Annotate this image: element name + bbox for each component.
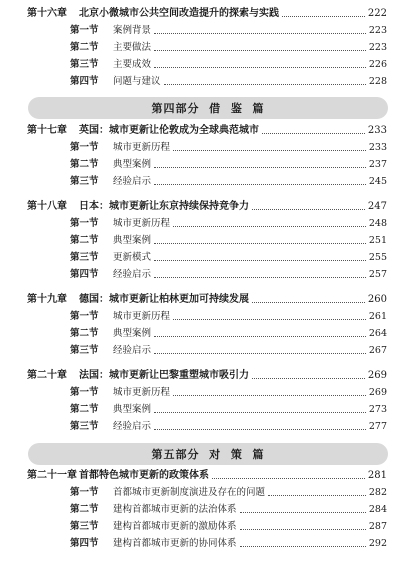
section-title: 建构首都城市更新的法治体系 (113, 504, 237, 515)
chapter-entry[interactable] (0, 5, 410, 22)
section-title: 典型案例 (113, 404, 152, 415)
section-entry[interactable] (0, 418, 410, 435)
section-number: 第一节 (70, 25, 99, 36)
section-number: 第二节 (70, 328, 99, 339)
dot-leader (154, 429, 366, 430)
page-number: 237 (368, 159, 387, 170)
page-number: 257 (368, 269, 387, 280)
section-number: 第一节 (70, 311, 99, 322)
section-title: 更新模式 (113, 252, 152, 263)
section-title: 问题与建议 (113, 76, 161, 87)
section-number: 第三节 (70, 345, 99, 356)
chapter-number: 第十六章 (27, 8, 67, 19)
dot-leader (173, 226, 366, 227)
dot-leader (173, 395, 366, 396)
page-number: 226 (368, 59, 387, 70)
section-title: 城市更新历程 (113, 387, 171, 398)
section-number: 第二节 (70, 42, 99, 53)
section-entry[interactable] (0, 73, 410, 90)
section-number: 第一节 (70, 487, 99, 498)
section-number: 第一节 (70, 218, 99, 229)
section-entry[interactable] (0, 342, 410, 359)
chapter-title: 德国：城市更新让柏林更加可持续发展 (79, 294, 249, 305)
section-entry[interactable] (0, 484, 410, 501)
section-title: 典型案例 (113, 235, 152, 246)
part-title: 第四部分 借 鉴 篇 (151, 102, 265, 115)
page-number: 251 (368, 235, 387, 246)
chapter-entry[interactable] (0, 291, 410, 308)
dot-leader (154, 336, 366, 337)
dot-leader (240, 546, 366, 547)
page-number: 281 (367, 470, 387, 481)
page-number: 222 (367, 8, 387, 19)
section-number: 第三节 (70, 59, 99, 70)
dot-leader (252, 302, 365, 303)
section-number: 第三节 (70, 421, 99, 432)
section-number: 第二节 (70, 504, 99, 515)
section-title: 经验启示 (113, 176, 152, 187)
section-number: 第四节 (70, 76, 99, 87)
page-number: 247 (367, 201, 387, 212)
section-entry[interactable] (0, 249, 410, 266)
dot-leader (240, 512, 366, 513)
dot-leader (262, 133, 365, 134)
chapter-number: 第十七章 (27, 125, 67, 136)
page-number: 223 (368, 25, 387, 36)
page-number: 245 (368, 176, 387, 187)
section-title: 建构首都城市更新的激励体系 (113, 521, 237, 532)
chapter-title: 北京小微城市公共空间改造提升的探索与实践 (79, 8, 279, 19)
section-entry[interactable] (0, 308, 410, 325)
page-number: 233 (367, 125, 387, 136)
page-number: 287 (368, 521, 387, 532)
section-title: 典型案例 (113, 159, 152, 170)
page-number: 269 (367, 370, 387, 381)
part-title: 第五部分 对 策 篇 (151, 448, 265, 461)
chapter-number: 第二十一章 (27, 470, 77, 481)
page-number: 233 (368, 142, 387, 153)
section-entry[interactable] (0, 518, 410, 535)
section-entry[interactable] (0, 139, 410, 156)
section-number: 第一节 (70, 142, 99, 153)
section-number: 第四节 (70, 269, 99, 280)
dot-leader (154, 184, 366, 185)
section-title: 经验启示 (113, 421, 152, 432)
chapter-entry[interactable] (0, 367, 410, 384)
dot-leader (154, 277, 366, 278)
section-entry[interactable] (0, 535, 410, 552)
dot-leader (154, 33, 366, 34)
section-entry[interactable] (0, 173, 410, 190)
chapter-entry[interactable] (0, 198, 410, 215)
page-number: 228 (368, 76, 387, 87)
section-entry[interactable] (0, 401, 410, 418)
section-number: 第二节 (70, 404, 99, 415)
page-number: 292 (368, 538, 387, 549)
section-number: 第四节 (70, 538, 99, 549)
section-title: 城市更新历程 (113, 218, 171, 229)
dot-leader (154, 412, 366, 413)
section-title: 案例背景 (113, 25, 152, 36)
section-number: 第三节 (70, 176, 99, 187)
section-number: 第二节 (70, 159, 99, 170)
dot-leader (154, 243, 366, 244)
section-title: 经验启示 (113, 269, 152, 280)
section-entry[interactable] (0, 266, 410, 283)
dot-leader (154, 50, 366, 51)
section-title: 城市更新历程 (113, 142, 171, 153)
page-number: 277 (368, 421, 387, 432)
dot-leader (173, 150, 366, 151)
page-number: 248 (368, 218, 387, 229)
section-title: 典型案例 (113, 328, 152, 339)
part-heading (28, 443, 388, 465)
section-title: 经验启示 (113, 345, 152, 356)
section-title: 城市更新历程 (113, 311, 171, 322)
dot-leader (154, 167, 366, 168)
dot-leader (154, 67, 366, 68)
section-entry[interactable] (0, 215, 410, 232)
section-title: 首都城市更新制度演进及存在的问题 (113, 487, 266, 498)
chapter-number: 第十八章 (27, 201, 67, 212)
part-heading (28, 97, 388, 119)
chapter-title: 日本：城市更新让东京持续保持竞争力 (79, 201, 249, 212)
section-number: 第二节 (70, 235, 99, 246)
dot-leader (173, 319, 366, 320)
dot-leader (164, 84, 366, 85)
section-number: 第三节 (70, 252, 99, 263)
page-number: 273 (368, 404, 387, 415)
chapter-title: 首都特色城市更新的政策体系 (79, 470, 209, 481)
dot-leader (268, 495, 366, 496)
chapter-number: 第二十章 (27, 370, 67, 381)
section-title: 建构首都城市更新的协同体系 (113, 538, 237, 549)
page-number: 267 (368, 345, 387, 356)
section-number: 第三节 (70, 521, 99, 532)
chapter-title: 英国：城市更新让伦敦成为全球典范城市 (79, 125, 259, 136)
section-entry[interactable] (0, 384, 410, 401)
chapter-entry[interactable] (0, 122, 410, 139)
dot-leader (154, 260, 366, 261)
dot-leader (282, 16, 365, 17)
section-entry[interactable] (0, 22, 410, 39)
chapter-number: 第十九章 (27, 294, 67, 305)
dot-leader (212, 478, 365, 479)
dot-leader (240, 529, 366, 530)
page-number: 261 (368, 311, 387, 322)
dot-leader (154, 353, 366, 354)
section-entry[interactable] (0, 232, 410, 249)
section-entry[interactable] (0, 156, 410, 173)
section-entry[interactable] (0, 56, 410, 73)
dot-leader (252, 209, 365, 210)
section-title: 主要成效 (113, 59, 152, 70)
dot-leader (252, 378, 365, 379)
chapter-title: 法国：城市更新让巴黎重塑城市吸引力 (79, 370, 249, 381)
page-number: 284 (368, 504, 387, 515)
page-number: 264 (368, 328, 387, 339)
page-number: 223 (368, 42, 387, 53)
page-number: 269 (368, 387, 387, 398)
page-number: 260 (367, 294, 387, 305)
section-title: 主要做法 (113, 42, 152, 53)
page-number: 255 (368, 252, 387, 263)
section-number: 第一节 (70, 387, 99, 398)
page-number: 282 (368, 487, 387, 498)
chapter-entry[interactable] (0, 467, 410, 484)
section-entry[interactable] (0, 501, 410, 518)
section-entry[interactable] (0, 325, 410, 342)
section-entry[interactable] (0, 39, 410, 56)
